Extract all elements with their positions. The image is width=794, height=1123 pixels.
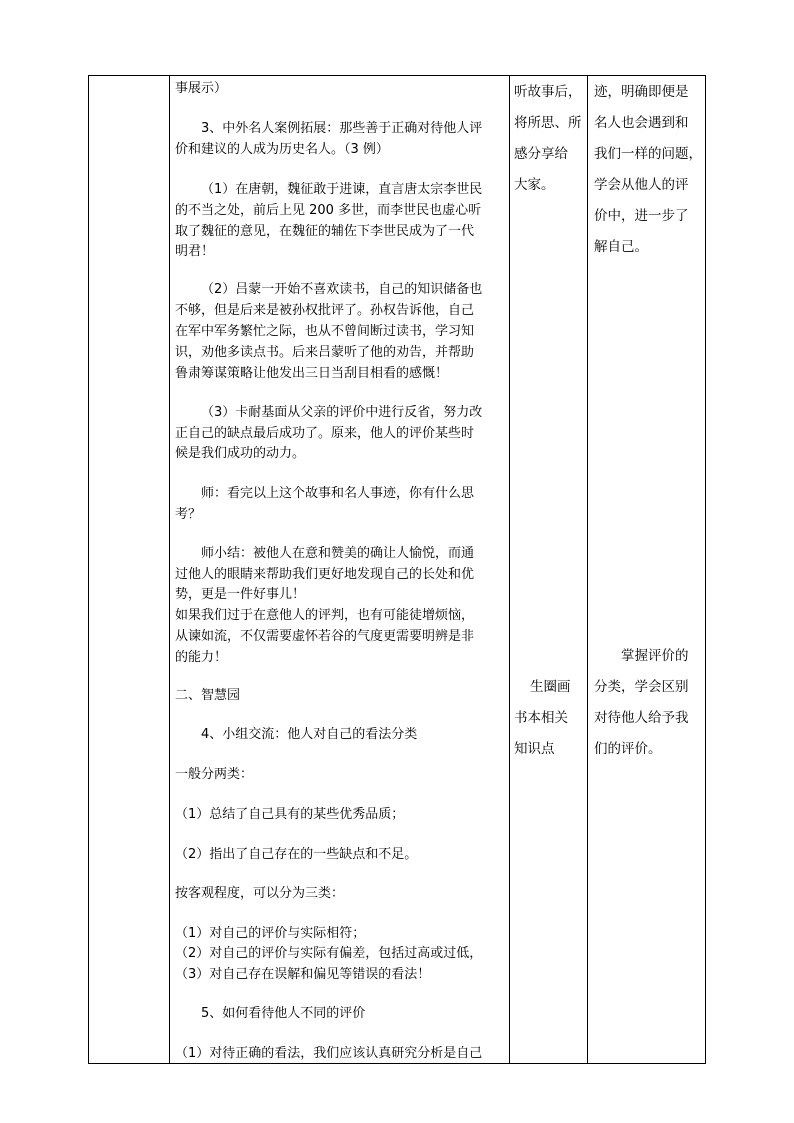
text-line: （3）卡耐基面从父亲的评价中进行反省，努力改	[201, 405, 483, 420]
text-line: 掌握评价的	[621, 648, 689, 664]
text-line: （3）对自己存在误解和偏见等错误的看法！	[175, 967, 431, 982]
design-intent-cell	[588, 76, 706, 1064]
text-line: 过他人的眼睛来帮助我们更好地发现自己的长处和优	[175, 567, 475, 582]
text-line: （2）对自己的评价与实际有偏差，包括过高或过低，	[175, 946, 483, 961]
text-line: 分类，学会区别	[594, 679, 689, 695]
text-line: 名人也会遇到和	[594, 115, 689, 131]
text-line: （1）对自己的评价与实际相符；	[175, 926, 366, 941]
text-line: （1）对待正确的看法，我们应该认真研究分析是自己	[175, 1046, 483, 1061]
text-line: 3、中外名人案例拓展：那些善于正确对待他人评	[201, 121, 483, 136]
text-line: 候是我们成功的动力。	[175, 446, 306, 461]
text-line: （2）吕蒙一开始不喜欢读书，自己的知识储备也	[201, 282, 483, 297]
lesson-table	[88, 75, 706, 1064]
text-line: 书本相关	[514, 710, 568, 726]
text-line: 在军中军务繁忙之际，也从不曾间断过读书，学习知	[175, 324, 475, 339]
text-line: 大家。	[514, 177, 555, 193]
text-line: 价中，进一步了	[594, 208, 689, 224]
text-line: 4、小组交流：他人对自己的看法分类	[201, 727, 418, 742]
text-line: 如果我们过于在意他人的评判，也有可能徒增烦恼，	[175, 608, 475, 623]
content-cell	[170, 76, 510, 1064]
text-line: （1）在唐朝，魏征敢于进谏，直言唐太宗李世民	[201, 182, 483, 197]
text-line: 生圈画	[530, 679, 571, 695]
text-line: 价和建议的人成为历史名人。（3 例）	[175, 142, 389, 157]
text-line: 我们一样的问题，	[594, 146, 702, 162]
text-line: 识，劝他多读点书。后来吕蒙听了他的劝告，并帮助	[175, 345, 475, 360]
section-heading: 二、智慧园	[175, 688, 241, 703]
text-line: 的能力！	[175, 650, 228, 665]
text-line: 从谏如流，不仅需要虚怀若谷的气度更需要明辨是非	[175, 629, 475, 644]
text-line: 考？	[175, 507, 202, 522]
text-line: 们的评价。	[594, 741, 662, 757]
text-line: 按客观程度，可以分为三类：	[175, 886, 345, 901]
text-line: 的不当之处，前后上见 200 多世，而李世民也虚心听	[175, 203, 482, 218]
text-line: 正自己的缺点最后成功了。原来，他人的评价某些时	[175, 426, 475, 441]
text-line: 鲁肃筹谋策略让他发出三日当刮目相看的感慨！	[175, 366, 449, 381]
text-line: （1）总结了自己具有的某些优秀品质；	[175, 807, 405, 822]
text-line: 学会从他人的评	[594, 177, 689, 193]
text-line: 感分享给	[514, 146, 568, 162]
student-activity-cell	[510, 76, 588, 1064]
text-line: 事展示）	[175, 81, 228, 96]
text-line: 不够，但是后来是被孙权批评了。孙权告诉他，自己	[175, 303, 475, 318]
text-line: 势，更是一件好事儿！	[175, 587, 306, 602]
text-line: 听故事后，	[514, 84, 582, 100]
table-row	[89, 76, 706, 1064]
text-line: 师小结：被他人在意和赞美的确让人愉悦，而通	[201, 546, 475, 561]
text-line: 明君！	[175, 244, 215, 259]
section-cell	[89, 76, 170, 1064]
text-line: 取了魏征的意见，在魏征的辅佐下李世民成为了一代	[175, 224, 475, 239]
text-line: 师：看完以上这个故事和名人事迹，你有什么思	[201, 486, 475, 501]
text-line: 迹，明确即便是	[594, 84, 689, 100]
text-line: 5、如何看待他人不同的评价	[201, 1006, 366, 1021]
text-line: （2）指出了自己存在的一些缺点和不足。	[175, 847, 418, 862]
text-line: 一般分两类：	[175, 767, 254, 782]
text-line: 解自己。	[594, 239, 648, 255]
text-line: 将所思、所	[514, 115, 582, 131]
text-line: 知识点	[514, 741, 555, 757]
text-line: 对待他人给予我	[594, 710, 689, 726]
